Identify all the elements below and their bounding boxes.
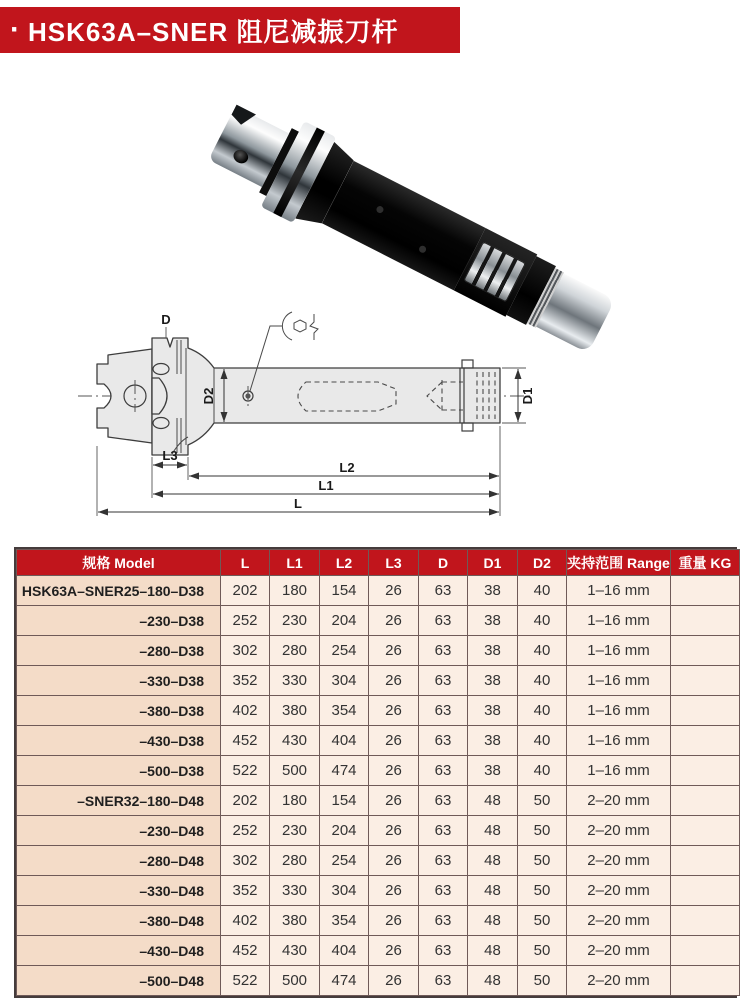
d1-cell: 38	[468, 696, 518, 726]
d-cell: 63	[419, 576, 468, 606]
title-bullet: ·	[10, 13, 20, 46]
d2-cell: 50	[518, 846, 567, 876]
model-cell: –380–D48	[17, 906, 221, 936]
l-cell: 352	[221, 876, 270, 906]
l-cell: 252	[221, 816, 270, 846]
range-cell: 1–16 mm	[567, 576, 671, 606]
l1-cell: 330	[270, 876, 320, 906]
table-row	[17, 756, 740, 786]
weight-cell	[671, 936, 740, 966]
model-cell: –430–D38	[17, 726, 221, 756]
weight-cell	[671, 786, 740, 816]
l3-cell: 26	[369, 906, 419, 936]
header-model: 规格 Model	[17, 550, 221, 576]
spec-table	[16, 549, 740, 996]
d2-cell: 40	[518, 696, 567, 726]
header-l1: L1	[270, 550, 320, 576]
table-row	[17, 606, 740, 636]
l1-cell: 380	[270, 906, 320, 936]
d-cell: 63	[419, 636, 468, 666]
l3-cell: 26	[369, 786, 419, 816]
photo-body	[322, 161, 486, 291]
d2-cell: 40	[518, 576, 567, 606]
table-row	[17, 906, 740, 936]
table-row	[17, 726, 740, 756]
nut-tab-top	[462, 360, 473, 368]
range-cell: 2–20 mm	[567, 846, 671, 876]
l2-cell: 354	[320, 696, 369, 726]
table-row	[17, 696, 740, 726]
d1-cell: 48	[468, 816, 518, 846]
l2-cell: 304	[320, 876, 369, 906]
table-row	[17, 636, 740, 666]
weight-cell	[671, 726, 740, 756]
d1-cell: 38	[468, 756, 518, 786]
model-cell: –330–D48	[17, 876, 221, 906]
model-cell: –280–D38	[17, 636, 221, 666]
d-cell: 63	[419, 936, 468, 966]
dim-label-d1: D1	[520, 387, 535, 405]
d-cell: 63	[419, 696, 468, 726]
l-cell: 202	[221, 786, 270, 816]
range-cell: 2–20 mm	[567, 936, 671, 966]
d-cell: 63	[419, 876, 468, 906]
model-cell: –230–D48	[17, 816, 221, 846]
d-cell: 63	[419, 606, 468, 636]
header-d2: D2	[518, 550, 567, 576]
l3-cell: 26	[369, 726, 419, 756]
l3-cell: 26	[369, 576, 419, 606]
l-cell: 302	[221, 636, 270, 666]
dim-label-d: D	[161, 312, 171, 327]
l2-cell: 154	[320, 786, 369, 816]
l3-cell: 26	[369, 846, 419, 876]
header-d: D	[419, 550, 468, 576]
l2-cell: 204	[320, 816, 369, 846]
d1-cell: 38	[468, 606, 518, 636]
l1-cell: 180	[270, 786, 320, 816]
table-row	[17, 966, 740, 996]
d-cell: 63	[419, 786, 468, 816]
model-cell: –SNER32–180–D48	[17, 786, 221, 816]
l2-cell: 254	[320, 846, 369, 876]
d1-cell: 38	[468, 636, 518, 666]
weight-cell	[671, 906, 740, 936]
table-header-row	[17, 550, 740, 576]
header-l3: L3	[369, 550, 419, 576]
l3-cell: 26	[369, 816, 419, 846]
dim-label-l2: L2	[339, 460, 355, 475]
d2-cell: 40	[518, 636, 567, 666]
l-cell: 302	[221, 846, 270, 876]
weight-cell	[671, 966, 740, 996]
model-cell: –330–D38	[17, 666, 221, 696]
table-row	[17, 816, 740, 846]
model-cell: –430–D48	[17, 936, 221, 966]
l-cell: 402	[221, 906, 270, 936]
l2-cell: 154	[320, 576, 369, 606]
body-hole	[375, 205, 384, 214]
l2-cell: 404	[320, 936, 369, 966]
shank-notch	[229, 104, 256, 128]
weight-cell	[671, 606, 740, 636]
d1-cell: 48	[468, 846, 518, 876]
l2-cell: 254	[320, 636, 369, 666]
l1-cell: 430	[270, 936, 320, 966]
range-cell: 2–20 mm	[567, 786, 671, 816]
range-cell: 1–16 mm	[567, 636, 671, 666]
model-cell: HSK63A–SNER25–180–D38	[17, 576, 221, 606]
l1-cell: 500	[270, 966, 320, 996]
l1-cell: 230	[270, 816, 320, 846]
d1-cell: 48	[468, 876, 518, 906]
l-cell: 402	[221, 696, 270, 726]
page-title-banner	[0, 7, 460, 53]
d2-cell: 50	[518, 966, 567, 996]
model-cell: –500–D48	[17, 966, 221, 996]
l3-cell: 26	[369, 666, 419, 696]
d-cell: 63	[419, 756, 468, 786]
range-cell: 2–20 mm	[567, 906, 671, 936]
range-cell: 1–16 mm	[567, 726, 671, 756]
range-cell: 1–16 mm	[567, 696, 671, 726]
weight-cell	[671, 816, 740, 846]
d1-cell: 48	[468, 906, 518, 936]
shank-hole	[231, 147, 250, 165]
l3-cell: 26	[369, 966, 419, 996]
d1-cell: 38	[468, 666, 518, 696]
d-cell: 63	[419, 816, 468, 846]
l2-cell: 474	[320, 756, 369, 786]
model-cell: –230–D38	[17, 606, 221, 636]
l2-cell: 304	[320, 666, 369, 696]
nut-tab-bottom	[462, 423, 473, 431]
l1-cell: 430	[270, 726, 320, 756]
l3-cell: 26	[369, 936, 419, 966]
d2-cell: 50	[518, 786, 567, 816]
range-cell: 2–20 mm	[567, 876, 671, 906]
d2-cell: 50	[518, 936, 567, 966]
header-l2: L2	[320, 550, 369, 576]
l-cell: 352	[221, 666, 270, 696]
d-cell: 63	[419, 726, 468, 756]
model-cell: –380–D38	[17, 696, 221, 726]
l3-cell: 26	[369, 636, 419, 666]
d1-cell: 48	[468, 966, 518, 996]
d-cell: 63	[419, 966, 468, 996]
header-d1: D1	[468, 550, 518, 576]
l2-cell: 404	[320, 726, 369, 756]
dim-label-l: L	[294, 496, 302, 511]
d2-cell: 40	[518, 666, 567, 696]
l1-cell: 280	[270, 846, 320, 876]
dim-label-d2: D2	[201, 387, 216, 405]
d2-cell: 40	[518, 756, 567, 786]
l1-cell: 180	[270, 576, 320, 606]
d1-cell: 48	[468, 936, 518, 966]
l-cell: 452	[221, 936, 270, 966]
l1-cell: 380	[270, 696, 320, 726]
torque-wrench-icon	[282, 312, 318, 340]
header-weight: 重量 KG	[671, 550, 740, 576]
d-cell: 63	[419, 846, 468, 876]
l-cell: 252	[221, 606, 270, 636]
weight-cell	[671, 876, 740, 906]
spec-table-wrap	[14, 547, 737, 998]
l-cell: 522	[221, 966, 270, 996]
table-row	[17, 846, 740, 876]
d2-cell: 50	[518, 876, 567, 906]
header-range: 夹持范围 Range	[567, 550, 671, 576]
weight-cell	[671, 576, 740, 606]
l2-cell: 354	[320, 906, 369, 936]
table-row	[17, 666, 740, 696]
page-title: HSK63A–SNER 阻尼减振刀杆	[28, 16, 399, 47]
range-cell: 2–20 mm	[567, 966, 671, 996]
l3-cell: 26	[369, 756, 419, 786]
d2-cell: 40	[518, 606, 567, 636]
range-cell: 1–16 mm	[567, 666, 671, 696]
d-cell: 63	[419, 906, 468, 936]
l-cell: 452	[221, 726, 270, 756]
range-cell: 2–20 mm	[567, 816, 671, 846]
dim-label-l3: L3	[162, 448, 178, 463]
d1-cell: 38	[468, 576, 518, 606]
d2-cell: 40	[518, 726, 567, 756]
l-cell: 522	[221, 756, 270, 786]
d2-cell: 50	[518, 906, 567, 936]
weight-cell	[671, 846, 740, 876]
l1-cell: 230	[270, 606, 320, 636]
l2-cell: 204	[320, 606, 369, 636]
table-row	[17, 936, 740, 966]
table-row	[17, 786, 740, 816]
weight-cell	[671, 696, 740, 726]
weight-cell	[671, 636, 740, 666]
spec-table-body	[17, 576, 740, 996]
range-cell: 1–16 mm	[567, 756, 671, 786]
range-cell: 1–16 mm	[567, 606, 671, 636]
dim-label-l1: L1	[318, 478, 334, 493]
d2-cell: 50	[518, 816, 567, 846]
table-row	[17, 876, 740, 906]
l2-cell: 474	[320, 966, 369, 996]
technical-drawing	[60, 300, 740, 530]
l-cell: 202	[221, 576, 270, 606]
d-cell: 63	[419, 666, 468, 696]
l3-cell: 26	[369, 876, 419, 906]
d1-cell: 48	[468, 786, 518, 816]
l1-cell: 500	[270, 756, 320, 786]
l1-cell: 280	[270, 636, 320, 666]
l3-cell: 26	[369, 696, 419, 726]
model-cell: –280–D48	[17, 846, 221, 876]
weight-cell	[671, 756, 740, 786]
model-cell: –500–D38	[17, 756, 221, 786]
weight-cell	[671, 666, 740, 696]
l1-cell: 330	[270, 666, 320, 696]
header-l: L	[221, 550, 270, 576]
l3-cell: 26	[369, 606, 419, 636]
d1-cell: 38	[468, 726, 518, 756]
table-row	[17, 576, 740, 606]
body-hole	[418, 245, 427, 254]
